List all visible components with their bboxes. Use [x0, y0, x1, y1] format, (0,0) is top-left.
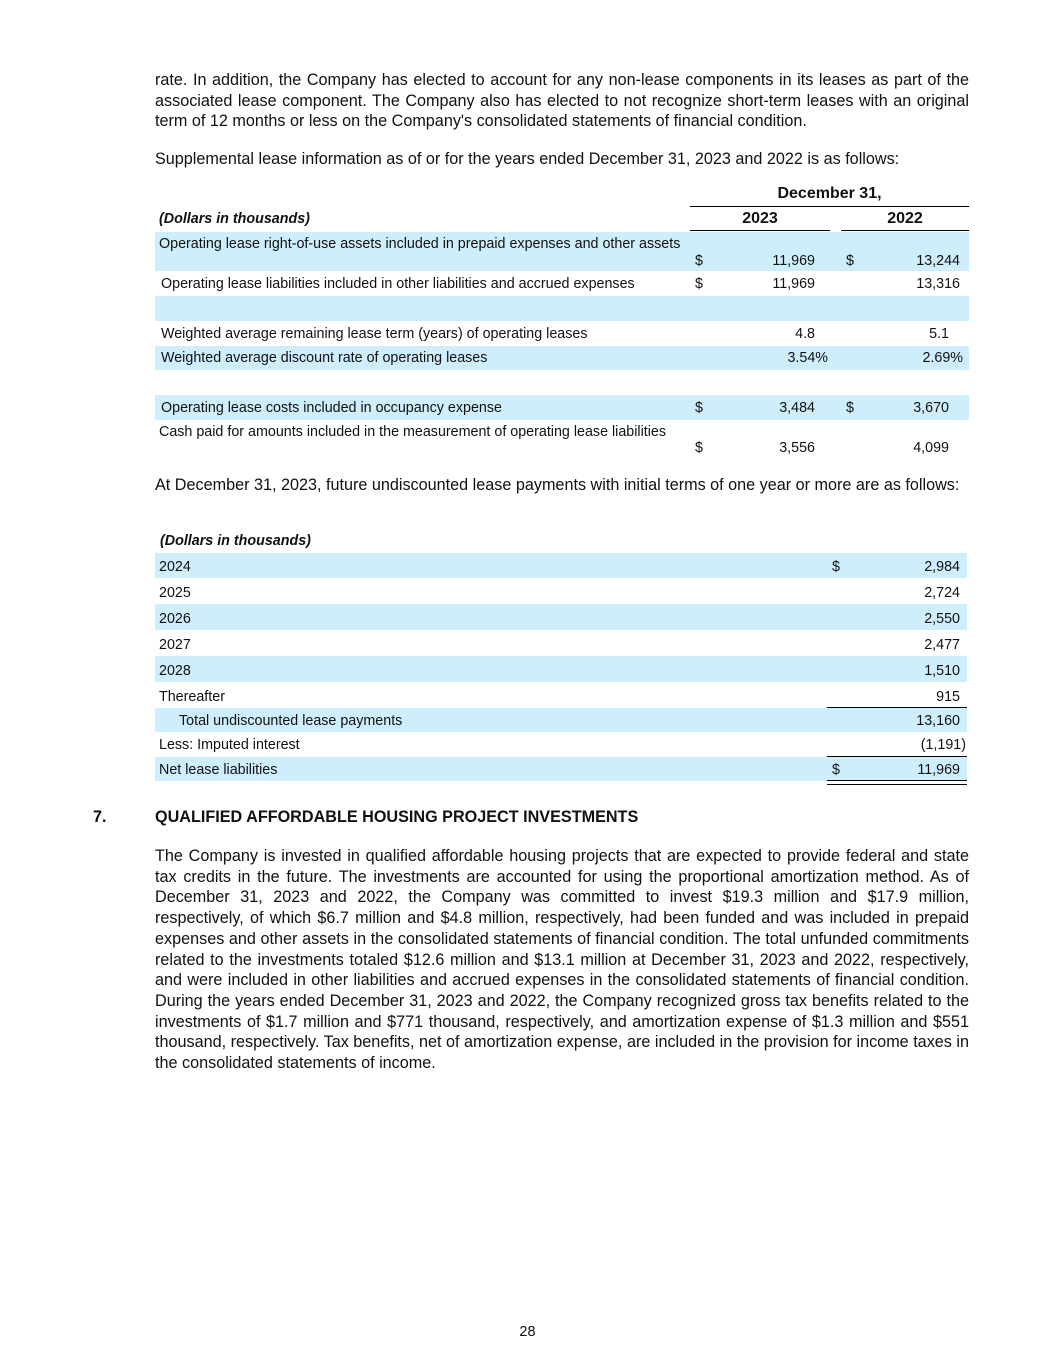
row-label: Operating lease costs included in occupancy expense — [161, 400, 502, 416]
col-2022-rule — [841, 230, 969, 231]
section-title: QUALIFIED AFFORDABLE HOUSING PROJECT INVESTMENTS — [155, 808, 639, 826]
section-body: The Company is invested in qualified affordable housing projects that are expected to provide federal and state tax credits in the future. The investments are accounted for using the proportional amortization method. As of December 31, 2023 and 2022, the Company was committed to invest $19.3 million and $17.9 million, respectively, of which $6.7 million and $4.8 million, respectively, had been funded and was included in prepaid expenses and other assets in the consolidated statements of financial condition. The total unfunded commitments related to the investments totaled $12.6 million and $13.1 million at December 31, 2023 and 2022, respectively, and were included in other liabilities and accrued expenses in the consolidated statements of financial condition. During the years ended December 31, 2023 and 2022, the Company recognized gross tax benefits related to the investments of $1.7 million and $771 thousand, respectively, and amortization expense of $1.3 million and $551 thousand, respectively. Tax benefits, net of amortization expense, are included in the provision for income taxes in the consolidated statements of income. — [155, 847, 969, 1073]
table-row — [155, 578, 967, 604]
header-rule — [690, 206, 969, 207]
page-number: 28 — [519, 1324, 536, 1340]
row-label: 2026 — [159, 611, 191, 627]
row-value: 2,477 — [924, 637, 960, 653]
row-value: 2,550 — [924, 611, 960, 627]
value-2023: 11,969 — [772, 253, 815, 269]
row-label: Weighted average discount rate of operating leases — [161, 350, 488, 366]
row-label: Net lease liabilities — [159, 762, 278, 778]
currency-symbol: $ — [846, 400, 854, 416]
currency-symbol: $ — [695, 400, 703, 416]
table-row — [155, 321, 969, 346]
value-2022: 13,244 — [916, 253, 960, 269]
table-row — [155, 420, 969, 462]
table-row — [155, 395, 969, 420]
table-row — [155, 271, 969, 296]
row-value: 13,160 — [916, 713, 960, 729]
table-row — [155, 346, 969, 370]
value-2023: 4.8 — [795, 326, 815, 342]
row-label: 2024 — [159, 559, 191, 575]
currency-symbol: $ — [832, 762, 840, 778]
col-2022-header: 2022 — [887, 210, 923, 227]
row-value: 915 — [936, 689, 960, 705]
table-row — [155, 732, 967, 756]
row-label: 2028 — [159, 663, 191, 679]
col-2023-header: 2023 — [742, 210, 778, 227]
table-row — [155, 630, 967, 656]
row-label: Operating lease right-of-use assets included in prepaid expenses and other assets — [159, 236, 681, 252]
spacer-row — [155, 370, 969, 395]
row-label: Total undiscounted lease payments — [179, 713, 403, 729]
row-value: 2,724 — [924, 585, 960, 601]
value-2023: 3,556 — [779, 440, 815, 456]
payments-units-label: (Dollars in thousands) — [160, 533, 311, 549]
row-value: 2,984 — [924, 559, 960, 575]
currency-symbol: $ — [695, 253, 703, 269]
row-label: Weighted average remaining lease term (years) of operating leases — [161, 326, 588, 342]
units-label: (Dollars in thousands) — [159, 211, 310, 227]
value-2023: 11,969 — [772, 276, 815, 292]
value-2022: 3,670 — [913, 400, 949, 416]
currency-symbol: $ — [832, 559, 840, 575]
row-value: 1,510 — [924, 663, 960, 679]
intro-paragraph: rate. In addition, the Company has elected to account for any non-lease components in its leases as part of the associated lease component. The Company also has elected to not recognize short-term leases with an original term of 12 months or less on the Company's consolidated statements of financial condition. — [155, 71, 969, 131]
spacer-row — [155, 296, 969, 321]
value-2023: 3.54% — [787, 350, 828, 366]
row-label: 2025 — [159, 585, 191, 601]
value-2023: 3,484 — [779, 400, 815, 416]
row-label: 2027 — [159, 637, 191, 653]
future-payments-intro: At December 31, 2023, future undiscounted lease payments with initial terms of one year or more are as follows: — [155, 476, 960, 494]
table-row — [155, 708, 967, 732]
value-2022: 13,316 — [916, 276, 960, 292]
table-row — [155, 604, 967, 630]
double-underline — [827, 780, 967, 785]
currency-symbol: $ — [695, 440, 703, 456]
currency-symbol: $ — [846, 253, 854, 269]
table-row — [155, 656, 967, 682]
table-row — [155, 757, 967, 781]
section-number: 7. — [93, 808, 107, 826]
col-2023-rule — [690, 230, 830, 231]
table-row — [155, 232, 969, 271]
row-label: Operating lease liabilities included in other liabilities and accrued expenses — [161, 276, 635, 292]
value-2022: 4,099 — [913, 440, 949, 456]
table-row — [155, 682, 967, 707]
row-label: Cash paid for amounts included in the measurement of operating lease liabilities — [159, 424, 667, 440]
row-label: Thereafter — [159, 689, 225, 705]
row-value: (1,191) — [920, 737, 966, 753]
supplemental-intro: Supplemental lease information as of or for the years ended December 31, 2023 and 2022 is as follows: — [155, 150, 900, 168]
period-header: December 31, — [777, 185, 882, 202]
value-2022: 5.1 — [929, 326, 949, 342]
row-label: Less: Imputed interest — [159, 737, 300, 753]
table-row — [155, 553, 967, 578]
currency-symbol: $ — [695, 276, 703, 292]
row-value: 11,969 — [917, 762, 960, 778]
value-2022: 2.69% — [922, 350, 963, 366]
